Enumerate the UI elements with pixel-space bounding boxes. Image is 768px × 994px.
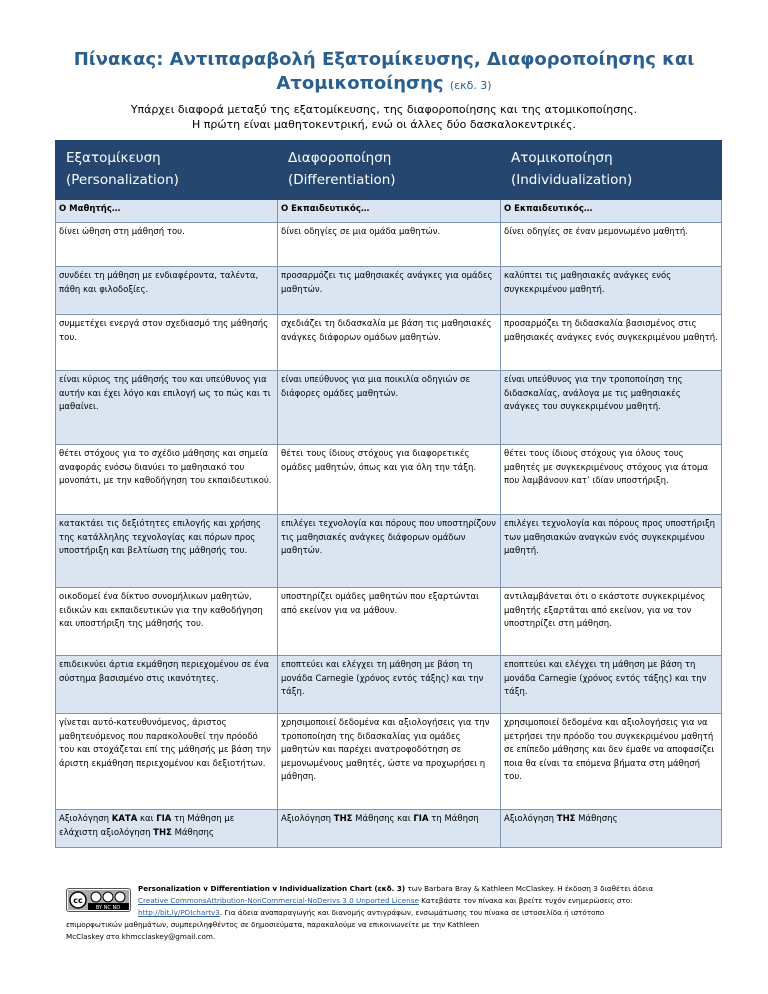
footer-line-4: επιμορφωτικών μαθημάτων, συμπεριληφθέντος σε δημοσιεύματα, παρακαλούμε να επικοινωνείτε με την Kathleen [66, 920, 480, 929]
table-row [56, 656, 722, 714]
table-cell: είναι υπεύθυνος για την τροποποίηση της διδασκαλίας, ανάλογα με τις μαθησιακές ανάγκες του συγκεκριμένου μαθητή. [501, 371, 722, 445]
table-row [56, 445, 722, 515]
table-cell: συνδέει τη μάθηση με ενδιαφέροντα, ταλέντα, πάθη και φιλοδοξίες. [56, 267, 278, 315]
header-greek: Εξατομίκευση [66, 150, 161, 166]
cell-bold: ΚΑΤΑ [111, 814, 138, 824]
table-row [56, 315, 722, 371]
intro-line-1: Υπάρχει διαφορά μεταξύ της εξατομίκευσης, της διαφοροποίησης και της ατομικοποίησης. [130, 103, 638, 116]
chart-title-bold: Personalization v Differentiation v Individualization Chart (εκδ. 3) [138, 884, 406, 893]
table-row [56, 223, 722, 267]
header-row [56, 141, 722, 200]
table-row [56, 515, 722, 588]
assessment-row [56, 810, 722, 848]
cell-text: Μάθησης και [352, 814, 414, 824]
table-cell: αντιλαμβάνεται ότι ο εκάστοτε συγκεκριμένος μαθητής εξαρτάται από εκείνον, για να τον υποστηρίζει στη μάθηση. [501, 588, 722, 656]
cell-text: Αξιολόγηση [504, 814, 557, 824]
cell-text: Μάθησης [171, 827, 214, 838]
cell-bold: ΓΙΑ [156, 814, 172, 824]
page-title [0, 48, 768, 98]
footer-text: των Barbara Bray & Kathleen McClaskey. Η έκδοση 3 διαθέτει άδεια [405, 884, 654, 893]
svg-text:cc: cc [73, 896, 83, 905]
cell-bold: ΤΗΣ [556, 814, 576, 824]
cell-text: τη Μάθηση με ελάχιστη αξιολόγηση [59, 814, 235, 838]
table-cell: προσαρμόζει τις μαθησιακές ανάγκες για ομάδες μαθητών. [278, 267, 501, 315]
license-link[interactable]: Creative CommonsAttribution-NonCommercial-NoDerivs 3.0 Unported License [138, 896, 419, 905]
intro-text [0, 102, 768, 132]
table-cell: εποπτεύει και ελέγχει τη μάθηση με βάση τη μονάδα Carnegie (χρόνος εντός τάξης) και την τάξη. [278, 656, 501, 714]
table-cell: δίνει οδηγίες σε έναν μεμονωμένο μαθητή. [501, 223, 722, 267]
table-cell: θέτει τους ίδιους στόχους για διαφορετικές ομάδες μαθητών, όπως και για όλη την τάξη. [278, 445, 501, 515]
cell-bold: ΤΗΣ [153, 827, 172, 838]
table-row [56, 714, 722, 810]
cell-text: Αξιολόγηση [59, 814, 112, 824]
title-line-2 [0, 72, 768, 98]
table-cell: κατακτάει τις δεξιότητες επιλογής και χρήσης της κατάλληλης τεχνολογίας και πόρων προς υποστήριξη και βελτίωση της μάθησής του. [56, 515, 278, 588]
table-cell: επιλέγει τεχνολογία και πόρους προς υποστήριξη των μαθησιακών αναγκών ενός συγκεκριμένου μαθητή. [501, 515, 722, 588]
subheader-cell: Ο Εκπαιδευτικός… [278, 200, 501, 223]
header-differentiation [278, 141, 501, 200]
table-cell: επιλέγει τεχνολογία και πόρους που υποστηρίζουν τις μαθησιακές ανάγκες διάφορων ομάδων μαθητών. [278, 515, 501, 588]
header-individualization [501, 141, 722, 200]
table-cell: οικοδομεί ένα δίκτυο συνομήλικων μαθητών, ειδικών και εκπαιδευτικών για την καθοδήγηση και υποστήριξη της μάθησής του. [56, 588, 278, 656]
header-greek: Ατομικοποίηση [511, 150, 613, 166]
table-cell: χρησιμοποιεί δεδομένα και αξιολογήσεις για να μετρήσει την πρόοδο του συγκεκριμένου μαθητή σε επίπεδο μάθησης και δεν έμαθε να αποφασίζει ποια θα είναι τα επόμενα βήματα στη μάθησή του. [501, 714, 722, 810]
table-cell: γίνεται αυτό-κατευθυνόμενος, άριστος μαθητευόμενος που παρακολουθεί την πρόοδό του και στοχάζεται επί της μάθησής με βάση την άριστη εκμάθηση περιεχομένου και δεξιοτήτων. [56, 714, 278, 810]
header-english: (Differentiation) [288, 172, 396, 188]
table-cell: θέτει τους ίδιους στόχους για όλους τους μαθητές με συγκεκριμένους στόχους για άτομα που λαμβάνουν κατ’ ιδίαν υποστήριξη. [501, 445, 722, 515]
table-cell: εποπτεύει και ελέγχει τη μάθηση με βάση τη μονάδα Carnegie (χρόνος εντός τάξης) και την τάξη. [501, 656, 722, 714]
table-cell: προσαρμόζει τη διδασκαλία βασισμένος στις μαθησιακές ανάγκες ενός συγκεκριμένου μαθητή. [501, 315, 722, 371]
svg-text:BY NC ND: BY NC ND [95, 905, 121, 910]
table-cell: υποστηρίζει ομάδες μαθητών που εξαρτώνται από εκείνον για να μάθουν. [278, 588, 501, 656]
intro-line-2: Η πρώτη είναι μαθητοκεντρική, ενώ οι άλλες δύο δασκαλοκεντρικές. [191, 118, 577, 131]
footer-license [66, 883, 726, 943]
footer-line-3 [66, 907, 726, 919]
edition-label: (εκδ. 3) [449, 79, 492, 92]
table-cell: δίνει οδηγίες σε μια ομάδα μαθητών. [278, 223, 501, 267]
table-row [56, 371, 722, 445]
footer-line-1 [66, 883, 726, 895]
cell-text: Μάθησης [575, 814, 618, 824]
cell-bold: ΤΗΣ [333, 814, 353, 824]
footer-text: . Για άδεια αναπαραγωγής και διανομής αντιγράφων, ενσωμάτωσης του πίνακα σε ιστοσελίδα ή ιστότοπο [219, 908, 605, 917]
footer-line-2 [66, 895, 726, 907]
cell-text: Αξιολόγηση [281, 814, 334, 824]
assessment-cell [278, 810, 501, 848]
footer-line-5: McClaskey στο khmcclaskey@gmail.com. [66, 932, 216, 941]
table-cell: θέτει στόχους για το σχέδιο μάθησης και σημεία αναφοράς ενόσω διανύει το μαθησιακό του μονοπάτι, με την καθοδήγηση του εκπαιδευτικού. [56, 445, 278, 515]
header-greek: Διαφοροποίηση [288, 150, 392, 166]
table-cell: είναι υπεύθυνος για μια ποικιλία οδηγιών σε διάφορες ομάδες μαθητών. [278, 371, 501, 445]
title-line-2-text: Ατομικοποίησης [276, 73, 444, 94]
download-link[interactable]: http://bit.ly/PDIchartv3 [138, 908, 220, 917]
table-cell: συμμετέχει ενεργά στον σχεδιασμό της μάθησής του. [56, 315, 278, 371]
header-english: (Personalization) [66, 172, 179, 188]
title-line-1: Πίνακας: Αντιπαραβολή Εξατομίκευσης, Διαφοροποίησης και [73, 49, 695, 70]
table-cell: επιδεικνύει άρτια εκμάθηση περιεχομένου σε ένα σύστημα βασισμένο στις ικανότητες. [56, 656, 278, 714]
comparison-table [55, 140, 722, 848]
cell-bold: ΓΙΑ [413, 814, 429, 824]
header-personalization [56, 141, 278, 200]
subheader-cell: Ο Μαθητής… [56, 200, 278, 223]
table-row [56, 588, 722, 656]
table-cell: δίνει ώθηση στη μάθησή του. [56, 223, 278, 267]
cell-text: και [137, 814, 157, 824]
footer-text: Κατεβάστε τον πίνακα και βρείτε τυχόν ενημερώσεις στο: [418, 896, 633, 905]
table-cell: χρησιμοποιεί δεδομένα και αξιολογήσεις για την τροποποίηση της διδασκαλίας για ομάδες μαθητών και παρέχει ανατροφοδότηση σε μεμονωμένους μαθητές, ώστε να προχωρήσει η μάθηση. [278, 714, 501, 810]
subheader-cell: Ο Εκπαιδευτικός… [501, 200, 722, 223]
subheader-row [56, 200, 722, 223]
table-cell: είναι κύριος της μάθησής του και υπεύθυνος για αυτήν και έχει λόγο και επιλογή ως το πώς και τι μαθαίνει. [56, 371, 278, 445]
table-cell: σχεδιάζει τη διδασκαλία με βάση τις μαθησιακές ανάγκες διάφορων ομάδων μαθητών. [278, 315, 501, 371]
header-english: (Individualization) [511, 172, 633, 188]
assessment-cell [56, 810, 278, 848]
cell-text: τη Μάθηση [428, 814, 479, 824]
assessment-cell [501, 810, 722, 848]
table-row [56, 267, 722, 315]
table-cell: καλύπτει τις μαθησιακές ανάγκες ενός συγκεκριμένου μαθητή. [501, 267, 722, 315]
